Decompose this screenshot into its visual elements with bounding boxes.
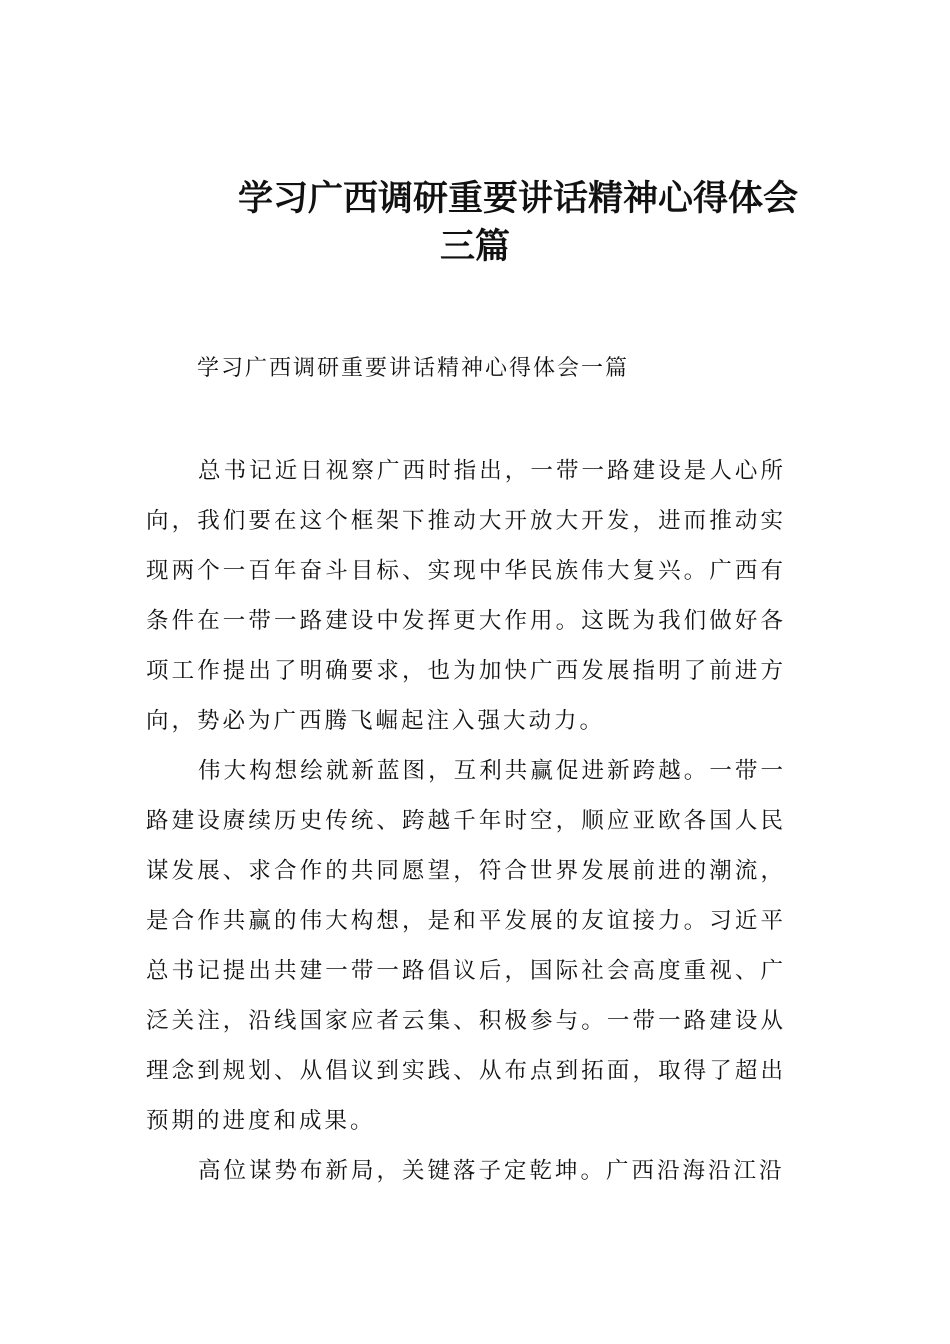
document-title-line-2: 三篇 <box>440 227 511 267</box>
document-body <box>146 446 786 1196</box>
document-title-line-1: 学习广西调研重要讲话精神心得体会 <box>238 179 799 219</box>
paragraph-1: 总书记近日视察广西时指出，一带一路建设是人心所向，我们要在这个框架下推动大开放大开发，进而推动实现两个一百年奋斗目标、实现中华民族伟大复兴。广西有条件在一带一路建设中发挥更大作用。这既为我们做好各项工作提出了明确要求，也为加快广西发展指明了前进方向，势必为广西腾飞崛起注入强大动力。 <box>146 458 786 734</box>
section-heading: 学习广西调研重要讲话精神心得体会一篇 <box>197 356 630 381</box>
paragraph-3: 高位谋势布新局，关键落子定乾坤。广西沿海沿江沿 <box>198 1158 785 1184</box>
paragraph-2: 伟大构想绘就新蓝图，互利共赢促进新跨越。一带一路建设赓续历史传统、跨越千年时空，顺应亚欧各国人民谋发展、求合作的共同愿望，符合世界发展前进的潮流，是合作共赢的伟大构想，是和平发展的友谊接力。习近平总书记提出共建一带一路倡议后，国际社会高度重视、广泛关注，沿线国家应者云集、积极参与。一带一路建设从理念到规划、从倡议到实践、从布点到拓面，取得了超出预期的进度和成果。 <box>146 758 786 1134</box>
